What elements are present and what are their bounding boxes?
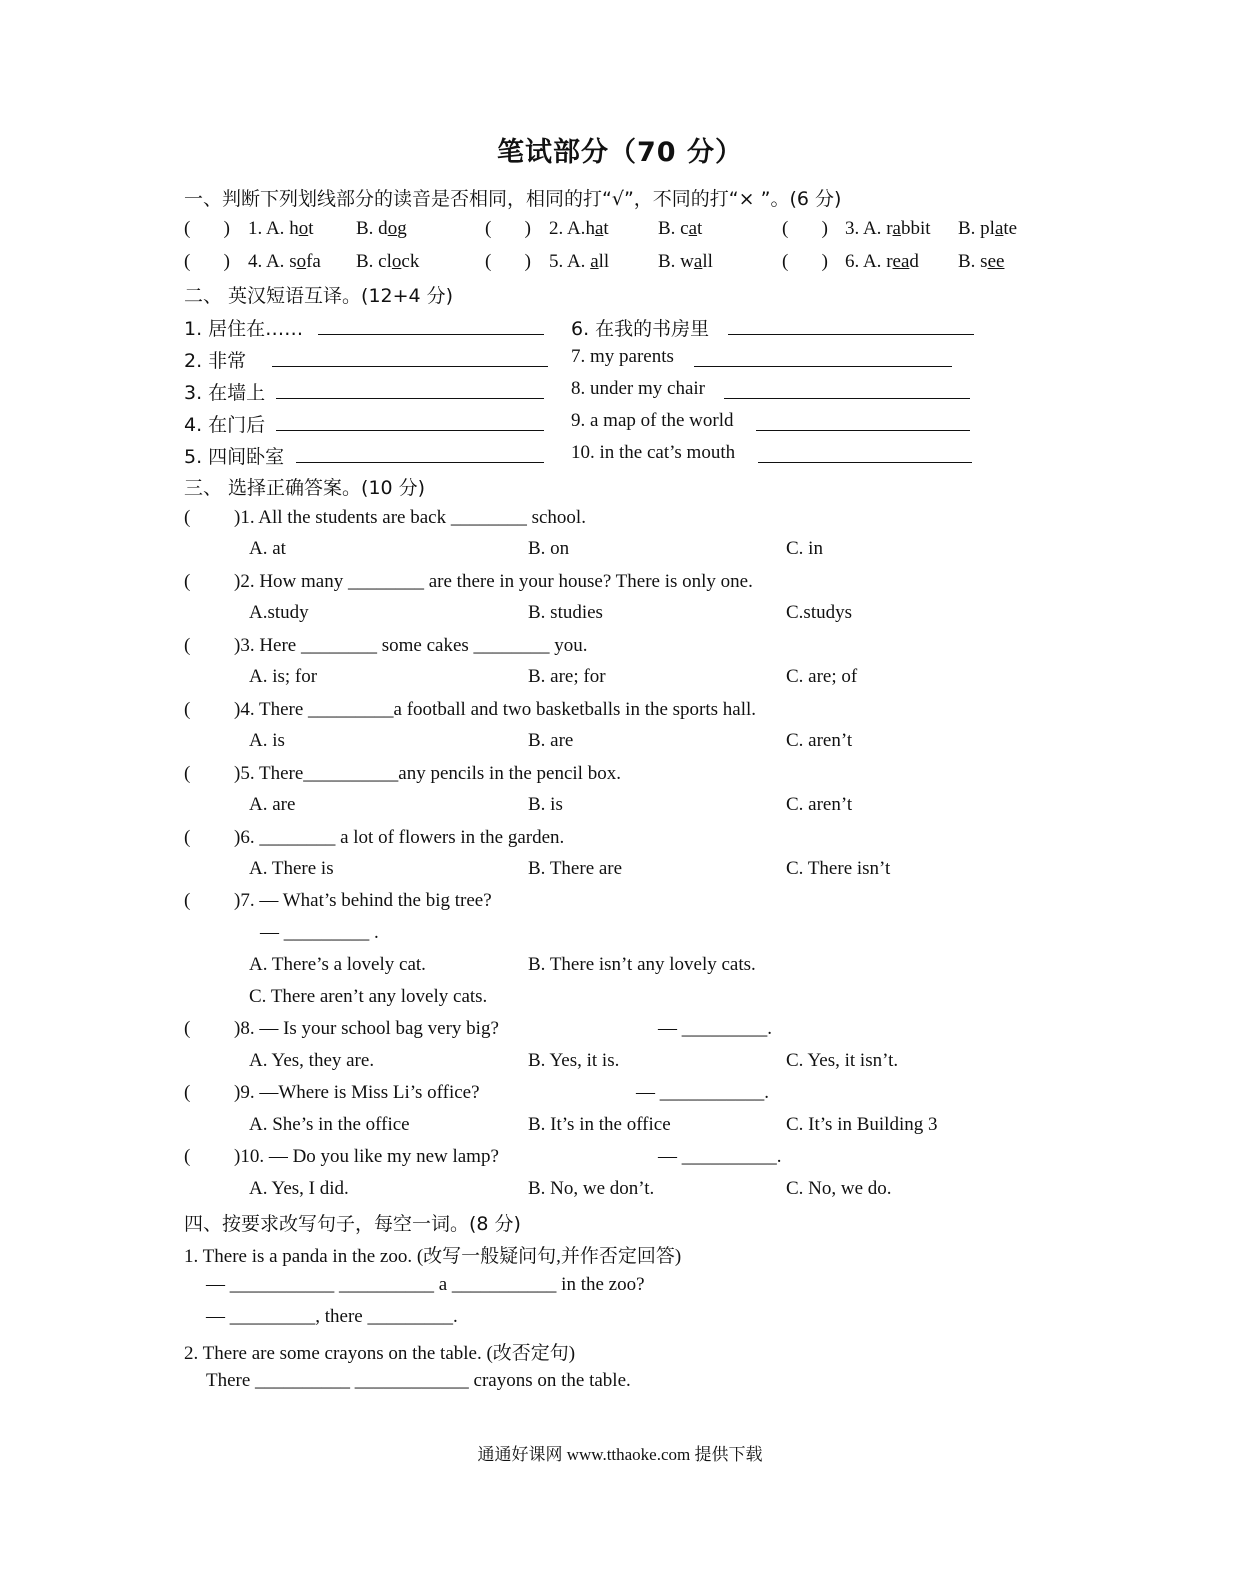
option-b: B. There isn’t any lovely cats. xyxy=(528,954,756,975)
option-a: A. She’s in the office xyxy=(249,1114,410,1135)
answer-blank[interactable] xyxy=(318,316,544,335)
translate-item-8: 8. under my chair xyxy=(571,378,706,399)
answer-paren[interactable]: ( xyxy=(184,1018,191,1039)
translate-item-1: 1. 居住在…… xyxy=(184,318,304,340)
question-3: )3. Here ________ some cakes ________ you. xyxy=(234,635,588,656)
translate-item-7: 7. my parents xyxy=(571,346,674,367)
phonics-item-2: 2. A.hat xyxy=(549,218,609,239)
rewrite-2-line[interactable]: There __________ ____________ crayons on the table. xyxy=(206,1370,631,1391)
option-b: B. are xyxy=(528,730,574,751)
option-c: C. aren’t xyxy=(786,794,853,815)
question-9-reply: — ___________. xyxy=(636,1082,769,1103)
question-7-reply: — _________ . xyxy=(260,922,379,943)
answer-blank[interactable] xyxy=(728,316,974,335)
question-7: )7. — What’s behind the big tree? xyxy=(234,890,492,911)
option-c: C. aren’t xyxy=(786,730,853,751)
answer-paren[interactable]: ( ) xyxy=(184,218,230,239)
translate-item-5: 5. 四间卧室 xyxy=(184,446,285,468)
option-a: A. are xyxy=(249,794,296,815)
answer-paren[interactable]: ( xyxy=(184,1146,191,1167)
translate-item-2: 2. 非常 xyxy=(184,350,247,372)
option-c: C. There isn’t xyxy=(786,858,891,879)
phonics-item-1: 1. A. hot xyxy=(248,218,314,239)
answer-paren[interactable]: ( xyxy=(184,507,191,528)
section-3-heading: 三、 选择正确答案。(10 分) xyxy=(184,477,426,499)
answer-blank[interactable] xyxy=(758,444,972,463)
option-b: B. on xyxy=(528,538,570,559)
option-b: B. studies xyxy=(528,602,603,623)
option-b: B. Yes, it is. xyxy=(528,1050,620,1071)
option-a: A. There’s a lovely cat. xyxy=(249,954,426,975)
answer-blank[interactable] xyxy=(276,412,544,431)
option-a: A. is; for xyxy=(249,666,318,687)
answer-paren[interactable]: ( xyxy=(184,571,191,592)
phonics-item-3-b: B. plate xyxy=(958,218,1018,239)
translate-item-3: 3. 在墙上 xyxy=(184,382,266,404)
option-b: B. are; for xyxy=(528,666,606,687)
option-b: B. There are xyxy=(528,858,623,879)
phonics-item-1-b: B. dog xyxy=(356,218,407,239)
question-8: )8. — Is your school bag very big? xyxy=(234,1018,499,1039)
rewrite-sentence-2: 2. There are some crayons on the table. (改否定句) xyxy=(184,1343,576,1364)
section-4-heading: 四、按要求改写句子，每空一词。(8 分) xyxy=(184,1213,521,1235)
answer-paren[interactable]: ( ) xyxy=(782,251,828,272)
option-c: C.studys xyxy=(786,602,852,623)
option-a: A.study xyxy=(249,602,309,623)
answer-paren[interactable]: ( ) xyxy=(485,218,531,239)
phonics-item-3: 3. A. rabbit xyxy=(845,218,931,239)
answer-blank[interactable] xyxy=(296,444,544,463)
option-c: C. are; of xyxy=(786,666,858,687)
rewrite-sentence-1: 1. There is a panda in the zoo. (改写一般疑问句,并作否定回答) xyxy=(184,1246,682,1267)
option-b: B. No, we don’t. xyxy=(528,1178,655,1199)
question-1: )1. All the students are back ________ school. xyxy=(234,507,586,528)
phonics-item-6: 6. A. read xyxy=(845,251,919,272)
option-c: C. No, we do. xyxy=(786,1178,892,1199)
translate-item-4: 4. 在门后 xyxy=(184,414,266,436)
question-5: )5. There__________any pencils in the pencil box. xyxy=(234,763,621,784)
answer-paren[interactable]: ( ) xyxy=(485,251,531,272)
answer-paren[interactable]: ( xyxy=(184,890,191,911)
phonics-item-2-b: B. cat xyxy=(658,218,703,239)
option-a: A. Yes, they are. xyxy=(249,1050,375,1071)
phonics-item-5-b: B. wall xyxy=(658,251,713,272)
answer-paren[interactable]: ( xyxy=(184,699,191,720)
answer-blank[interactable] xyxy=(756,412,970,431)
phonics-item-6-b: B. see xyxy=(958,251,1005,272)
answer-paren[interactable]: ( ) xyxy=(184,251,230,272)
option-a: A. Yes, I did. xyxy=(249,1178,349,1199)
question-9: )9. —Where is Miss Li’s office? xyxy=(234,1082,480,1103)
option-a: A. at xyxy=(249,538,286,559)
page-title: 笔试部分（70 分） xyxy=(497,137,743,168)
answer-paren[interactable]: ( xyxy=(184,763,191,784)
answer-blank[interactable] xyxy=(272,348,548,367)
question-2: )2. How many ________ are there in your house? There is only one. xyxy=(234,571,753,592)
rewrite-1-question-line[interactable]: — ___________ __________ a ___________ in the zoo? xyxy=(206,1274,645,1295)
question-8-reply: — _________. xyxy=(658,1018,772,1039)
answer-blank[interactable] xyxy=(694,348,952,367)
answer-blank[interactable] xyxy=(724,380,970,399)
option-c: C. It’s in Building 3 xyxy=(786,1114,938,1135)
answer-paren[interactable]: ( xyxy=(184,1082,191,1103)
section-2-heading: 二、 英汉短语互译。(12+4 分) xyxy=(184,285,454,307)
rewrite-1-answer-line[interactable]: — _________, there _________. xyxy=(206,1306,458,1327)
phonics-item-5: 5. A. all xyxy=(549,251,610,272)
answer-paren[interactable]: ( xyxy=(184,827,191,848)
translate-item-6: 6. 在我的书房里 xyxy=(571,318,710,340)
question-10-reply: — __________. xyxy=(658,1146,782,1167)
option-b: B. It’s in the office xyxy=(528,1114,671,1135)
option-c: C. There aren’t any lovely cats. xyxy=(249,986,488,1007)
question-6: )6. ________ a lot of flowers in the garden. xyxy=(234,827,565,848)
option-c: C. in xyxy=(786,538,823,559)
answer-blank[interactable] xyxy=(276,380,544,399)
question-10: )10. — Do you like my new lamp? xyxy=(234,1146,499,1167)
phonics-item-4: 4. A. sofa xyxy=(248,251,321,272)
option-c: C. Yes, it isn’t. xyxy=(786,1050,899,1071)
translate-item-10: 10. in the cat’s mouth xyxy=(571,442,736,463)
option-b: B. is xyxy=(528,794,563,815)
option-a: A. is xyxy=(249,730,285,751)
section-1-heading: 一、判断下列划线部分的读音是否相同，相同的打“√”，不同的打“× ”。(6 分) xyxy=(184,188,842,210)
phonics-item-4-b: B. clock xyxy=(356,251,420,272)
question-4: )4. There _________a football and two basketballs in the sports hall. xyxy=(234,699,757,720)
option-a: A. There is xyxy=(249,858,334,879)
answer-paren[interactable]: ( ) xyxy=(782,218,828,239)
footer-credit: 通通好课网 www.tthaoke.com 提供下载 xyxy=(477,1445,763,1464)
translate-item-9: 9. a map of the world xyxy=(571,410,734,431)
answer-paren[interactable]: ( xyxy=(184,635,191,656)
